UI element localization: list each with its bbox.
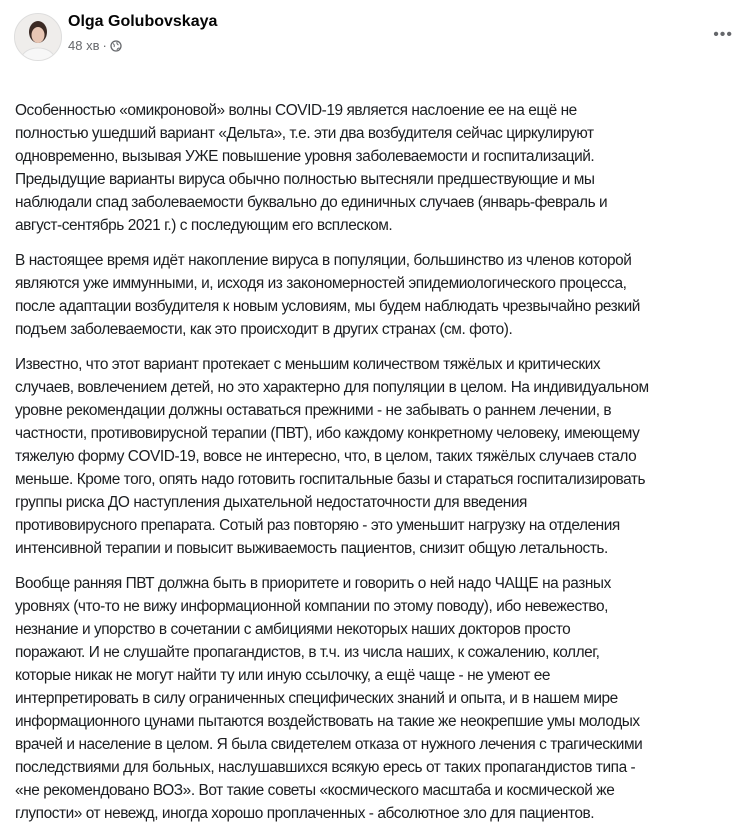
text-line: интерпретировать в силу ограниченных специфических знаний и опыта, и в нашем мире (15, 690, 618, 707)
text-line: меньше. Кроме того, опять надо готовить госпитальные базы и стараться госпитализировать (15, 471, 646, 488)
post-header (0, 0, 749, 80)
text-line: информационного цунами пытаются воздействовать на такие же неокрепшие умы молодых (15, 713, 640, 730)
text-line: врачей и население в целом. Я была свидетелем отказа от нужного лечения с трагическими (15, 736, 643, 753)
text-line: «не рекомендовано ВОЗ». Вот такие советы «космического масштаба и космической же (15, 782, 615, 799)
author-avatar[interactable] (14, 13, 62, 61)
post-text (15, 99, 740, 837)
post-paragraph (15, 249, 740, 341)
text-line: Предыдущие варианты вируса обычно полностью вытесняли предшествующие и мы (15, 171, 595, 188)
text-line: август-сентябрь 2021 г.) с последующим его всплеском. (15, 217, 393, 234)
text-line: полностью ушедший вариант «Дельта», т.е. эти два возбудителя сейчас циркулируют (15, 125, 594, 142)
more-options-icon[interactable]: ••• (713, 26, 733, 43)
post-paragraph (15, 99, 740, 237)
text-line: противовирусного препарата. Сотый раз повторяю - это уменьшит нагрузку на отделения (15, 517, 620, 534)
text-line: В настоящее время идёт накопление вируса в популяции, большинство из членов которой (15, 252, 632, 269)
post-paragraph (15, 572, 740, 825)
text-line: последствиями для больных, наслушавшихся всякую ересь от таких пропагандистов типа - (15, 759, 636, 776)
globe-icon (110, 40, 122, 52)
text-line: поражают. И не слушайте пропагандистов, в т.ч. из числа наших, к сожалению, коллег, (15, 644, 600, 661)
text-line: после адаптации возбудителя к новым условиям, мы будем наблюдать чрезвычайно резкий (15, 298, 640, 315)
text-line: являются уже иммунными, и, исходя из закономерностей эпидемиологического процесса, (15, 275, 627, 292)
post-paragraph (15, 353, 740, 560)
text-line: которые никак не могут найти ту или иную ссылочку, а ещё чаще - не умеют ее (15, 667, 551, 684)
text-line: Особенностью «омикроновой» волны COVID-19 является наслоение ее на ещё не (15, 102, 577, 119)
text-line: наблюдали спад заболеваемости буквально до единичных случаев (январь-февраль и (15, 194, 608, 211)
text-line: интенсивной терапии и повысит выживаемость пациентов, снизит общую летальность. (15, 540, 608, 557)
post-meta (68, 38, 122, 53)
text-line: уровнях (что-то не вижу информационной компании по этому поводу), ибо невежество, (15, 598, 608, 615)
meta-separator: · (102, 38, 107, 53)
avatar-portrait-icon (15, 14, 61, 60)
post-time[interactable]: 48 хв (68, 38, 100, 53)
text-line: уровне рекомендации должны оставаться прежними - не забывать о раннем лечении, в (15, 402, 612, 419)
author-name[interactable]: Olga Golubovskaya (68, 13, 218, 30)
text-line: Вообще ранняя ПВТ должна быть в приоритете и говорить о ней надо ЧАЩЕ на разных (15, 575, 611, 592)
text-line: частности, противовирусной терапии (ПВТ), ибо каждому конкретному человеку, имеющему (15, 425, 640, 442)
text-line: случаев, вовлечением детей, но это характерно для популяции в целом. На индивидуальном (15, 379, 649, 396)
text-line: подъем заболеваемости, как это происходит в других странах (см. фото). (15, 321, 513, 338)
text-line: одновременно, вызывая УЖЕ повышение уровня заболеваемости и госпитализаций. (15, 148, 595, 165)
text-line: незнание и упорство в сочетании с амбициями некоторых наших докторов просто (15, 621, 571, 638)
text-line: глупости» от невежд, иногда хорошо проплаченных - абсолютное зло для пациентов. (15, 805, 595, 822)
text-line: тяжелую форму COVID-19, вовсе не интересно, что, в целом, таких тяжёлых случаев стало (15, 448, 637, 465)
text-line: Известно, что этот вариант протекает с меньшим количеством тяжёлых и критических (15, 356, 601, 373)
text-line: группы риска ДО наступления дыхательной недостаточности для введения (15, 494, 527, 511)
